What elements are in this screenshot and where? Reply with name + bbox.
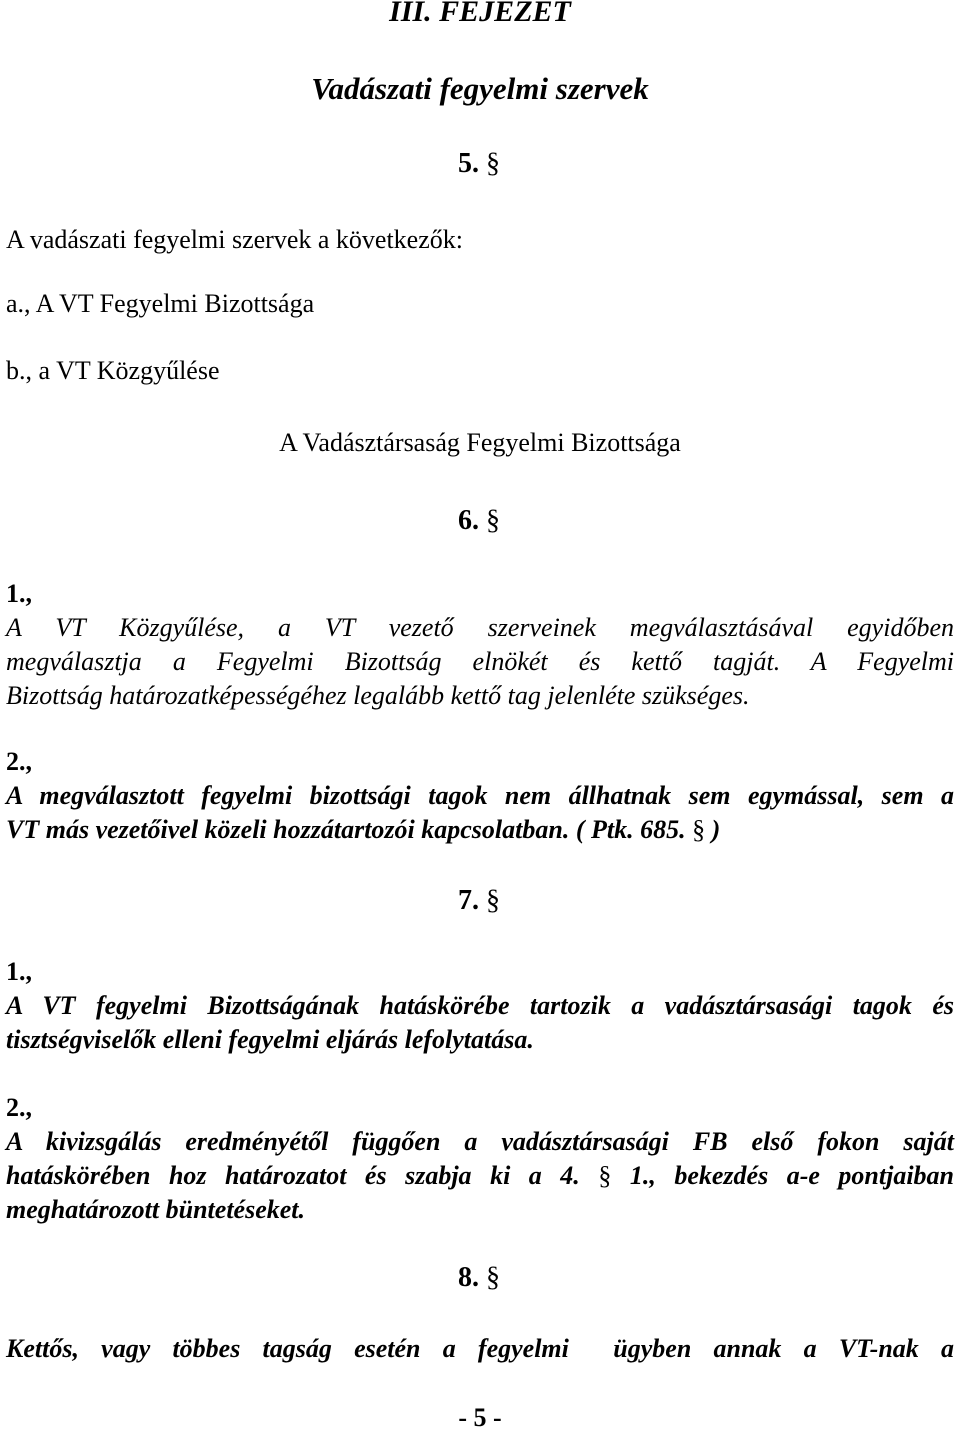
paragraph-line-with-reference	[6, 1160, 954, 1192]
paragraph-line: A megválasztott fegyelmi bizottsági tagok nem állhatnak sem egymással, sem a	[6, 781, 954, 810]
paragraph-marker: 2.,	[6, 747, 32, 776]
paragraph-line-with-reference	[6, 814, 720, 846]
chapter-title: Vadászati fegyelmi szervek	[311, 71, 649, 106]
section-sign: §	[486, 885, 500, 916]
paragraph-text: hatáskörében hoz határozatot és szabja ki a 4.	[6, 1161, 580, 1190]
paragraph-text: 1., bekezdés a-e pontjaiban	[629, 1161, 955, 1190]
section-sign: §	[598, 1161, 612, 1190]
section-5-heading	[458, 148, 500, 180]
section-sign: §	[692, 815, 706, 844]
section-5-item-b: b., a VT Közgyűlése	[6, 356, 220, 385]
section-number: 6.	[458, 505, 479, 536]
section-sign: §	[486, 1262, 500, 1293]
paragraph-marker: 1.,	[6, 957, 32, 986]
section-5-item-a: a., A VT Fegyelmi Bizottsága	[6, 289, 315, 318]
paragraph-line: A VT Közgyűlése, a VT vezető szerveinek megválasztásával egyidőben	[6, 613, 954, 642]
reference-close: )	[711, 815, 721, 844]
paragraph-line: tisztségviselők elleni fegyelmi eljárás lefolytatása.	[6, 1025, 534, 1054]
paragraph-line: A VT fegyelmi Bizottságának hatáskörébe tartozik a vadásztársasági tagok és	[6, 991, 954, 1020]
paragraph-line: A kivizsgálás eredményétől függően a vadásztársasági FB első fokon saját	[6, 1127, 954, 1156]
subheading: A Vadásztársaság Fegyelmi Bizottsága	[279, 428, 681, 457]
section-number: 5.	[458, 148, 479, 179]
paragraph-line: meghatározott büntetéseket.	[6, 1195, 305, 1224]
paragraph-line: megválasztja a Fegyelmi Bizottság elnökét és kettő tagját. A Fegyelmi	[6, 647, 954, 676]
section-sign: §	[486, 505, 500, 536]
paragraph-text: VT más vezetőivel közeli hozzátartozói kapcsolatban. ( Ptk. 685.	[6, 815, 686, 844]
section-sign: §	[486, 148, 500, 179]
paragraph-line: Bizottság határozatképességéhez legalább kettő tag jelenléte szükséges.	[6, 681, 750, 710]
chapter-heading: III. FEJEZET	[389, 0, 571, 28]
section-5-intro: A vadászati fegyelmi szervek a következők:	[6, 225, 463, 254]
section-number: 8.	[458, 1262, 479, 1293]
paragraph-line: Kettős, vagy többes tagság esetén a fegyelmi ügyben annak a VT-nak a	[6, 1334, 954, 1363]
section-7-heading	[458, 885, 500, 917]
paragraph-marker: 2.,	[6, 1093, 32, 1122]
section-8-heading	[458, 1262, 500, 1294]
section-6-heading	[458, 505, 500, 537]
page-number: - 5 -	[458, 1403, 502, 1432]
paragraph-marker: 1.,	[6, 579, 32, 608]
section-number: 7.	[458, 885, 479, 916]
